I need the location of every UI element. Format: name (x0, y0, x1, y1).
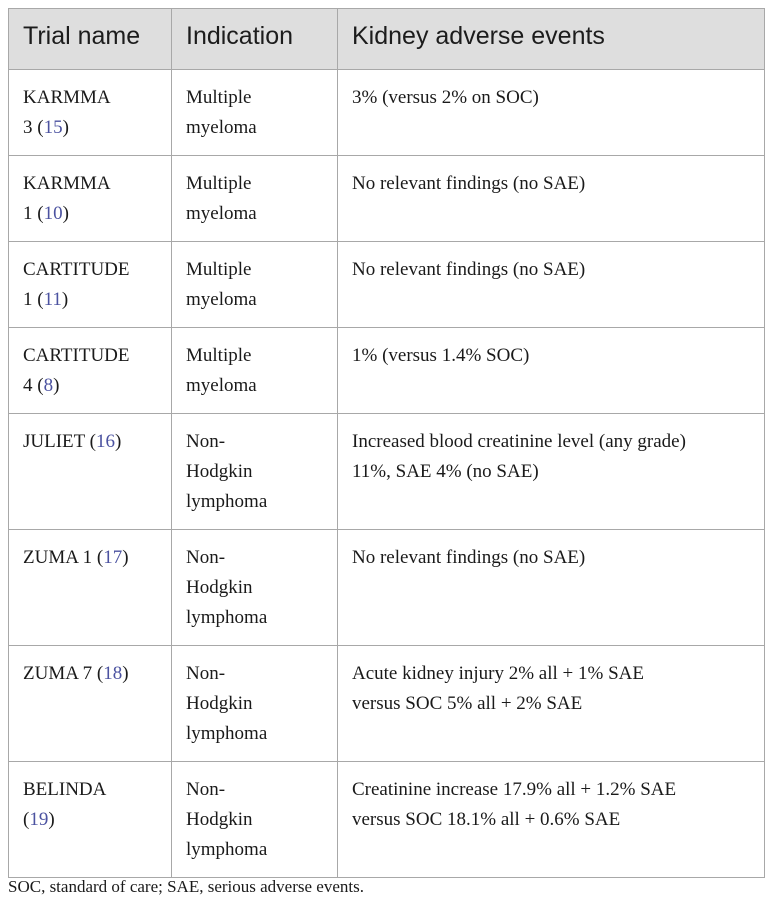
table-row (9, 646, 765, 762)
reference-link[interactable]: 10 (43, 203, 63, 224)
table-row (9, 328, 765, 414)
trial-name-cell: JULIET (16) (9, 414, 172, 530)
table-row (9, 70, 765, 156)
kidney-events-cell: Acute kidney injury 2% all + 1% SAE versus SOC 5% all + 2% SAE (338, 646, 765, 762)
table-row (9, 762, 765, 878)
table-row (9, 242, 765, 328)
header-row (9, 9, 765, 70)
adverse-events-table-container (8, 8, 764, 878)
reference-link[interactable]: 16 (96, 431, 115, 452)
indication-cell: Non- Hodgkin lymphoma (172, 414, 338, 530)
adverse-events-table (8, 8, 765, 878)
reference-link[interactable]: 19 (29, 809, 49, 830)
kidney-events-cell: No relevant findings (no SAE) (338, 242, 765, 328)
reference-link[interactable]: 17 (103, 547, 123, 568)
indication-cell: Multiple myeloma (172, 70, 338, 156)
trial-name-cell: KARMMA 1 (10) (9, 156, 172, 242)
trial-name-cell: CARTITUDE 4 (8) (9, 328, 172, 414)
indication-cell: Multiple myeloma (172, 328, 338, 414)
header-trial-name: Trial name (9, 9, 172, 70)
indication-cell: Non- Hodgkin lymphoma (172, 530, 338, 646)
trial-name-cell: ZUMA 7 (18) (9, 646, 172, 762)
indication-cell: Non- Hodgkin lymphoma (172, 646, 338, 762)
reference-link[interactable]: 18 (103, 663, 123, 684)
kidney-events-cell: Increased blood creatinine level (any grade) 11%, SAE 4% (no SAE) (338, 414, 765, 530)
kidney-events-cell: No relevant findings (no SAE) (338, 156, 765, 242)
indication-cell: Multiple myeloma (172, 156, 338, 242)
trial-name-cell: ZUMA 1 (17) (9, 530, 172, 646)
trial-name-cell: BELINDA (19) (9, 762, 172, 878)
kidney-events-cell: 1% (versus 1.4% SOC) (338, 328, 765, 414)
trial-name-cell: KARMMA 3 (15) (9, 70, 172, 156)
kidney-events-cell: Creatinine increase 17.9% all + 1.2% SAE versus SOC 18.1% all + 0.6% SAE (338, 762, 765, 878)
reference-link[interactable]: 15 (43, 117, 63, 138)
table-row (9, 530, 765, 646)
kidney-events-cell: No relevant findings (no SAE) (338, 530, 765, 646)
reference-link[interactable]: 11 (43, 289, 62, 310)
reference-link[interactable]: 8 (43, 375, 54, 396)
header-kidney-adverse-events: Kidney adverse events (338, 9, 765, 70)
kidney-events-cell: 3% (versus 2% on SOC) (338, 70, 765, 156)
header-indication: Indication (172, 9, 338, 70)
table-footnote: SOC, standard of care; SAE, serious adverse events. (8, 877, 364, 896)
table-row (9, 156, 765, 242)
indication-cell: Non- Hodgkin lymphoma (172, 762, 338, 878)
trial-name-cell: CARTITUDE 1 (11) (9, 242, 172, 328)
table-row (9, 414, 765, 530)
indication-cell: Multiple myeloma (172, 242, 338, 328)
